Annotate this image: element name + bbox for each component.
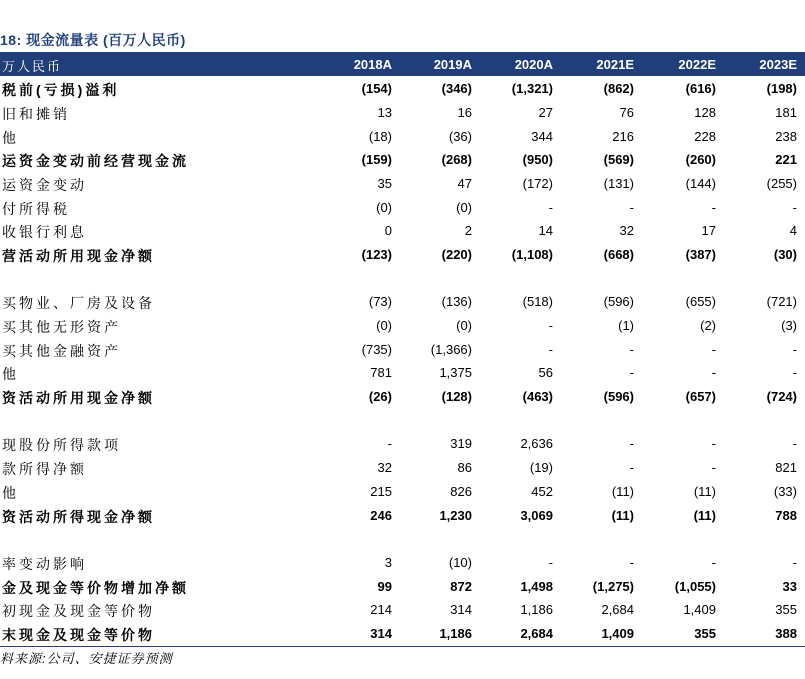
cell-value: (1,275) — [592, 579, 634, 594]
row-label: 税前(亏损)溢利 — [2, 82, 120, 98]
cell-value: 319 — [450, 436, 472, 451]
cell-value: 0 — [384, 223, 392, 238]
cell-value: (19) — [529, 460, 553, 475]
cell-value: (668) — [603, 247, 634, 262]
row-label: 买其他金融资产 — [2, 343, 121, 359]
cell-value: 13 — [377, 105, 392, 120]
bottom-rule — [0, 646, 805, 647]
row-label: 资活动所得现金净额 — [2, 509, 155, 525]
cell-value: 314 — [370, 626, 392, 641]
table-row — [0, 622, 805, 646]
cell-value: 1,375 — [439, 365, 472, 380]
cell-value: 2,636 — [520, 436, 553, 451]
table-row — [0, 504, 805, 528]
cell-value: 56 — [538, 365, 553, 380]
cell-value: (616) — [685, 81, 716, 96]
cell-value: 16 — [457, 105, 472, 120]
cell-value: 99 — [377, 579, 392, 594]
cell-value: (33) — [773, 484, 797, 499]
cell-value: 2 — [464, 223, 472, 238]
cell-value: (131) — [603, 176, 634, 191]
header-year: 2020A — [514, 57, 553, 72]
cell-value: 788 — [775, 508, 797, 523]
cell-value: 14 — [538, 223, 553, 238]
cell-value: (11) — [693, 484, 716, 499]
cell-value: 1,409 — [683, 602, 716, 617]
cell-value: (26) — [368, 389, 392, 404]
row-label: 收银行利息 — [2, 224, 87, 240]
cell-value: 216 — [612, 129, 634, 144]
cell-value: (463) — [522, 389, 553, 404]
cell-value: 1,498 — [520, 579, 553, 594]
header-year: 2022E — [678, 57, 716, 72]
cell-value: (172) — [522, 176, 553, 191]
cell-value: 4 — [789, 223, 797, 238]
row-label: 他 — [2, 366, 19, 382]
cell-value: (198) — [766, 81, 797, 96]
table-row — [0, 338, 805, 362]
table-row — [0, 148, 805, 172]
cell-value: - — [548, 200, 553, 215]
cell-value: (36) — [448, 129, 472, 144]
cell-value: 181 — [775, 105, 797, 120]
table-row — [0, 172, 805, 196]
row-label: 初现金及现金等价物 — [2, 603, 155, 619]
cell-value: 32 — [619, 223, 634, 238]
cell-value: 86 — [457, 460, 472, 475]
cell-value: (220) — [441, 247, 472, 262]
row-label: 率变动影响 — [2, 556, 87, 572]
cell-value: (569) — [603, 152, 634, 167]
row-label: 金及现金等价物增加净额 — [2, 580, 189, 596]
cell-value: 1,186 — [520, 602, 553, 617]
table-row — [0, 551, 805, 575]
cell-value: - — [629, 436, 634, 451]
cell-value: (260) — [685, 152, 716, 167]
header-year: 2023E — [759, 57, 797, 72]
cell-value: 355 — [694, 626, 716, 641]
cell-value: (0) — [456, 200, 472, 215]
cell-value: (11) — [611, 484, 634, 499]
table-title: 18: 现金流量表 (百万人民币) — [0, 32, 186, 48]
row-label: 付所得税 — [2, 201, 70, 217]
table-row — [0, 290, 805, 314]
cell-value: (255) — [766, 176, 797, 191]
cell-value: (18) — [368, 129, 392, 144]
header-year: 2019A — [433, 57, 472, 72]
cell-value: (1,321) — [511, 81, 553, 96]
cell-value: - — [387, 436, 392, 451]
cell-value: - — [792, 365, 797, 380]
cell-value: - — [629, 460, 634, 475]
cell-value: 35 — [377, 176, 392, 191]
table-row — [0, 598, 805, 622]
table-row — [0, 456, 805, 480]
cell-value: - — [548, 318, 553, 333]
table-row — [0, 77, 805, 101]
table-row — [0, 243, 805, 267]
table-row — [0, 385, 805, 409]
cell-value: (10) — [448, 555, 472, 570]
cell-value: (657) — [685, 389, 716, 404]
cell-value: - — [711, 460, 716, 475]
cell-value: - — [792, 342, 797, 357]
table-row — [0, 219, 805, 243]
table-row — [0, 125, 805, 149]
cell-value: - — [711, 342, 716, 357]
cell-value: 228 — [694, 129, 716, 144]
cell-value: (655) — [685, 294, 716, 309]
cell-value: 3 — [384, 555, 392, 570]
row-label: 旧和摊销 — [2, 106, 70, 122]
cell-value: (0) — [456, 318, 472, 333]
cell-value: 17 — [701, 223, 716, 238]
cell-value: - — [711, 436, 716, 451]
cell-value: 47 — [457, 176, 472, 191]
row-label: 他 — [2, 130, 19, 146]
table-row — [0, 480, 805, 504]
cell-value: 781 — [370, 365, 392, 380]
row-label: 款所得净额 — [2, 461, 87, 477]
cell-value: - — [711, 555, 716, 570]
header-unit-label: 万人民币 — [2, 59, 63, 74]
cell-value: (596) — [603, 389, 634, 404]
cell-value: 344 — [531, 129, 553, 144]
cell-value: - — [548, 555, 553, 570]
cell-value: (1,108) — [511, 247, 553, 262]
cell-value: (3) — [781, 318, 797, 333]
cell-value: (136) — [441, 294, 472, 309]
cell-value: - — [711, 200, 716, 215]
cell-value: (11) — [693, 508, 716, 523]
cell-value: - — [629, 200, 634, 215]
row-label: 现股份所得款项 — [2, 437, 121, 453]
cell-value: 355 — [775, 602, 797, 617]
cell-value: - — [792, 436, 797, 451]
cell-value: 27 — [538, 105, 553, 120]
header-year: 2021E — [596, 57, 634, 72]
cell-value: 32 — [377, 460, 392, 475]
header-year: 2018A — [353, 57, 392, 72]
cell-value: (268) — [441, 152, 472, 167]
row-label: 末现金及现金等价物 — [2, 627, 155, 643]
cell-value: - — [548, 342, 553, 357]
cell-value: (154) — [361, 81, 392, 96]
cell-value: (73) — [368, 294, 392, 309]
source-note: 料来源:公司、安捷证券预测 — [0, 651, 173, 666]
cell-value: 2,684 — [601, 602, 634, 617]
cell-value: 221 — [775, 152, 797, 167]
cell-value: 1,186 — [439, 626, 472, 641]
cell-value: 76 — [619, 105, 634, 120]
cell-value: 238 — [775, 129, 797, 144]
cell-value: - — [629, 365, 634, 380]
cell-value: - — [629, 555, 634, 570]
cell-value: (724) — [766, 389, 797, 404]
cell-value: (862) — [603, 81, 634, 96]
cell-value: - — [792, 200, 797, 215]
cell-value: 452 — [531, 484, 553, 499]
row-label: 买其他无形资产 — [2, 319, 121, 335]
cell-value: 2,684 — [520, 626, 553, 641]
cell-value: (1,366) — [430, 342, 472, 357]
row-label: 他 — [2, 485, 19, 501]
cell-value: (144) — [685, 176, 716, 191]
cell-value: (0) — [376, 200, 392, 215]
table-row — [0, 101, 805, 125]
table-header — [0, 52, 805, 76]
cell-value: 1,409 — [601, 626, 634, 641]
cell-value: (123) — [361, 247, 392, 262]
cell-value: (2) — [700, 318, 716, 333]
cell-value: 214 — [370, 602, 392, 617]
cell-value: 826 — [450, 484, 472, 499]
cell-value: - — [629, 342, 634, 357]
cell-value: (128) — [441, 389, 472, 404]
cell-value: 1,230 — [439, 508, 472, 523]
row-label: 运资金变动前经营现金流 — [2, 153, 189, 169]
cell-value: 388 — [775, 626, 797, 641]
cell-value: - — [792, 555, 797, 570]
cell-value: - — [711, 365, 716, 380]
row-label: 买物业、厂房及设备 — [2, 295, 155, 311]
cell-value: 3,069 — [520, 508, 553, 523]
row-label: 资活动所用现金净额 — [2, 390, 155, 406]
cell-value: (596) — [603, 294, 634, 309]
cell-value: (735) — [361, 342, 392, 357]
cell-value: (346) — [441, 81, 472, 96]
cell-value: (0) — [376, 318, 392, 333]
row-label: 营活动所用现金净额 — [2, 248, 155, 264]
cell-value: (159) — [361, 152, 392, 167]
cell-value: 821 — [775, 460, 797, 475]
cell-value: (518) — [522, 294, 553, 309]
cell-value: (1) — [618, 318, 634, 333]
table-row — [0, 575, 805, 599]
cell-value: (11) — [611, 508, 634, 523]
table-row — [0, 432, 805, 456]
table-row — [0, 314, 805, 338]
cell-value: (721) — [766, 294, 797, 309]
cell-value: 215 — [370, 484, 392, 499]
cell-value: (950) — [522, 152, 553, 167]
cell-value: 33 — [782, 579, 797, 594]
cell-value: 128 — [694, 105, 716, 120]
row-label: 运资金变动 — [2, 177, 87, 193]
cell-value: (387) — [685, 247, 716, 262]
cell-value: 872 — [450, 579, 472, 594]
cell-value: (30) — [773, 247, 797, 262]
table-row — [0, 361, 805, 385]
table-row — [0, 196, 805, 220]
cell-value: 246 — [370, 508, 392, 523]
cell-value: 314 — [450, 602, 472, 617]
cell-value: (1,055) — [674, 579, 716, 594]
